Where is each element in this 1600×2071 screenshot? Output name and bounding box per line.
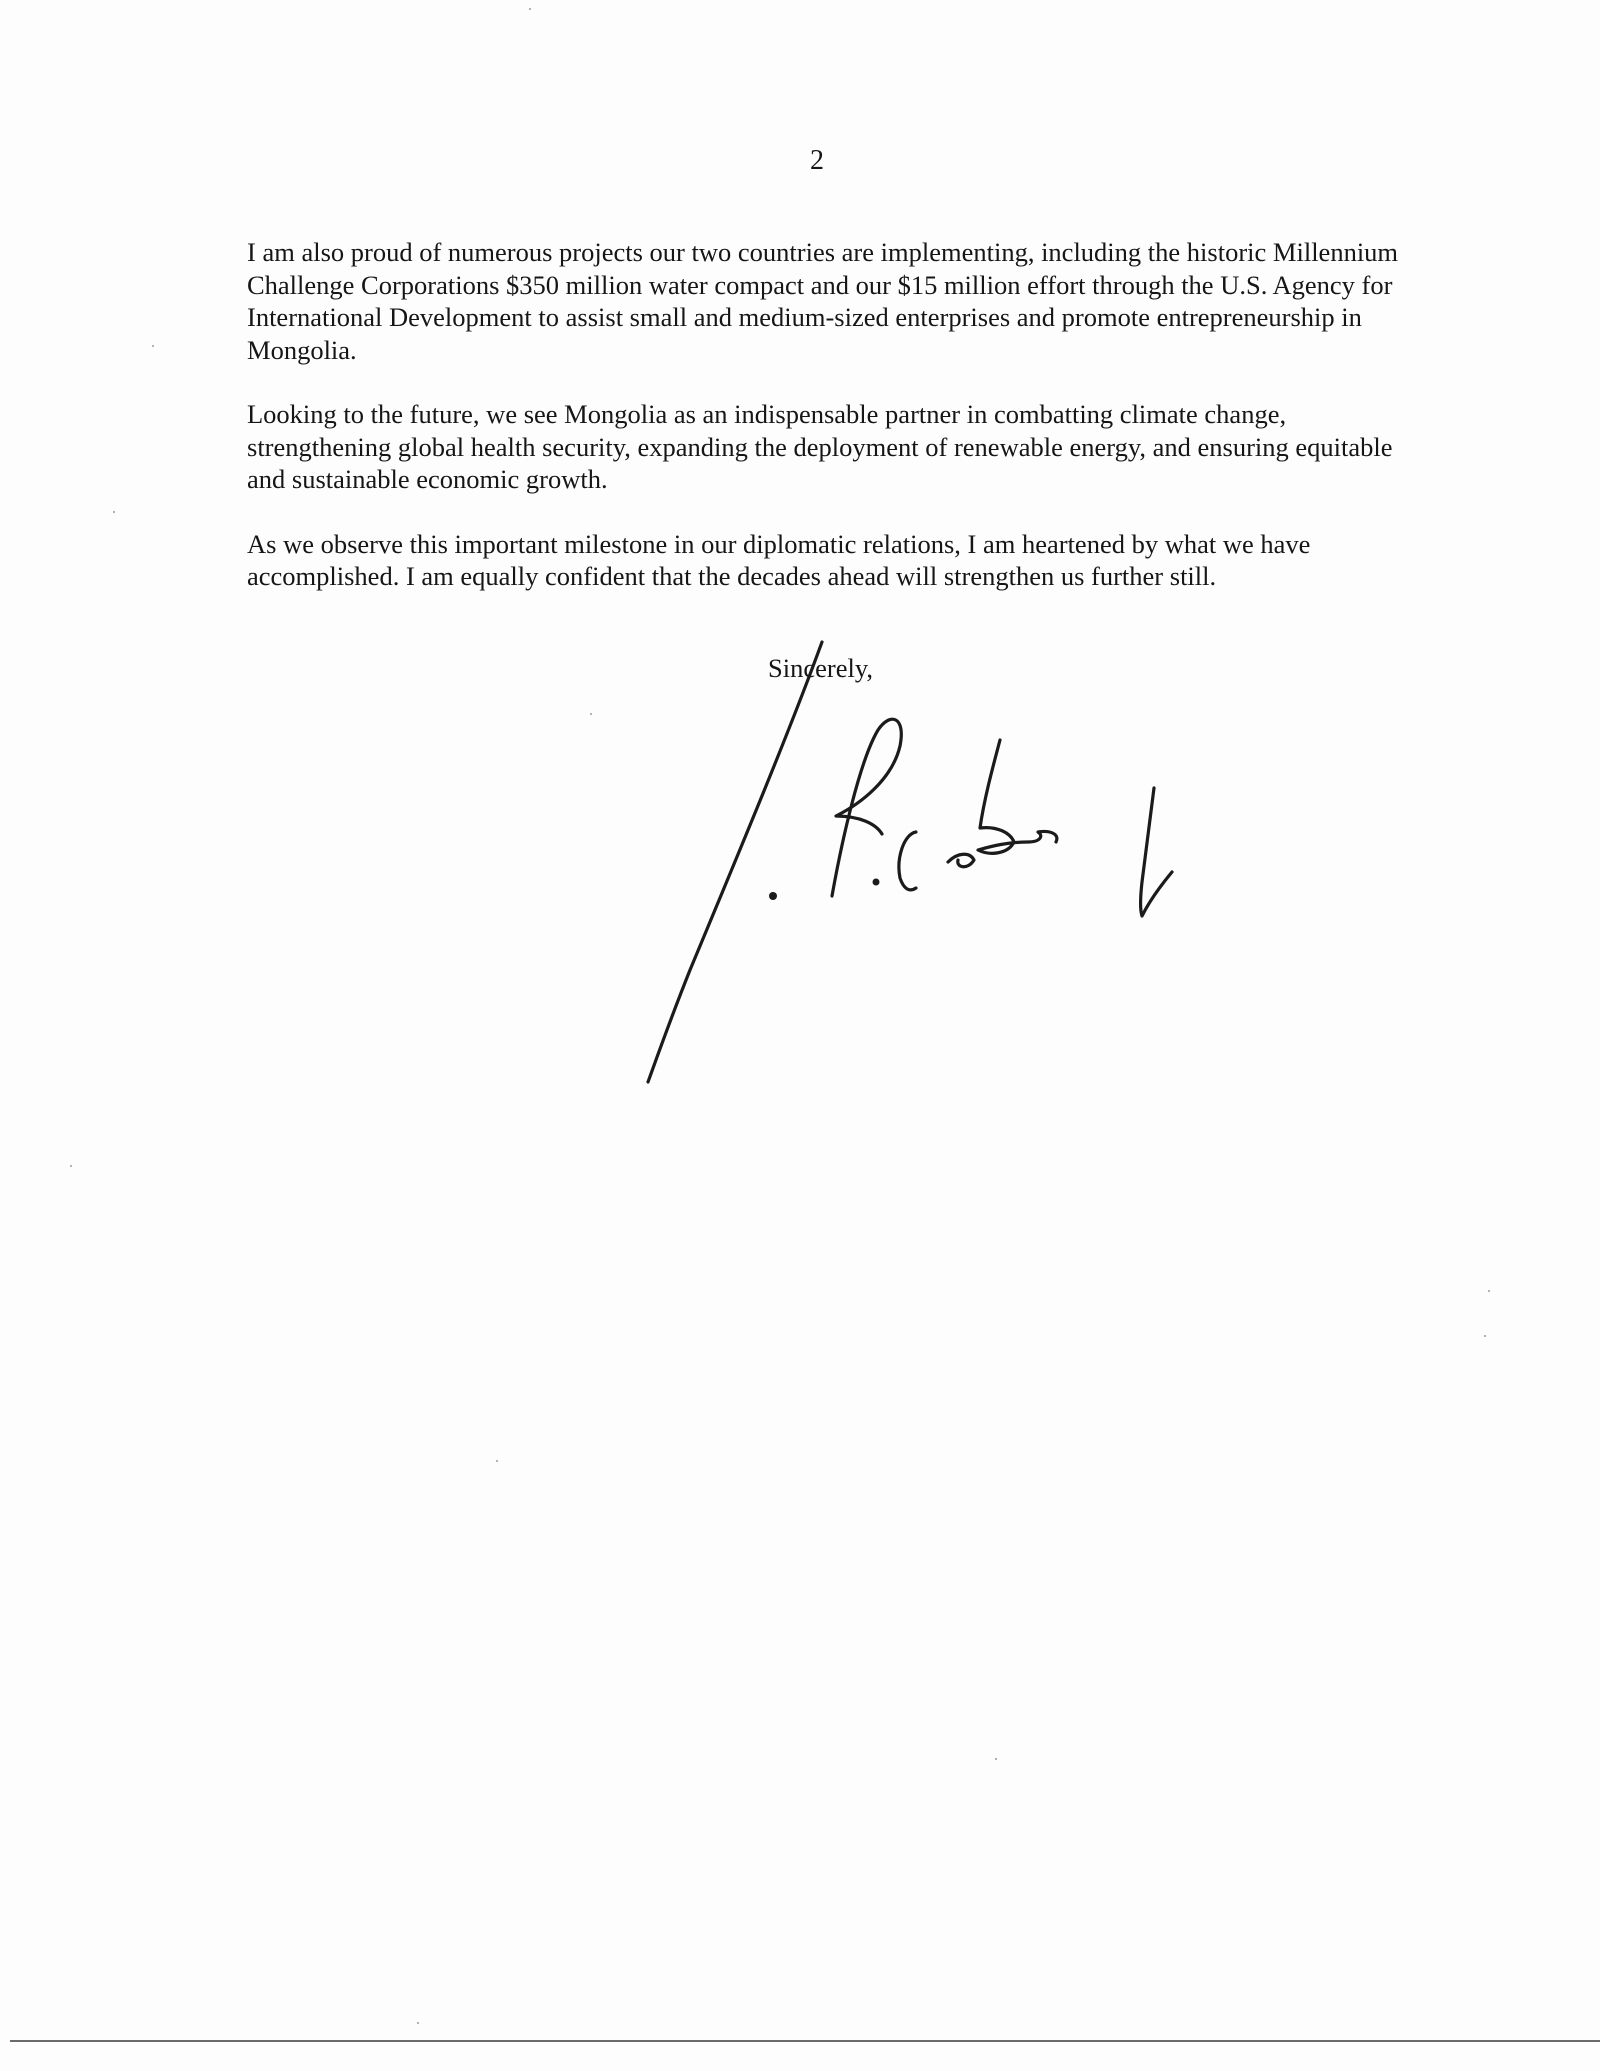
- handwritten-signature: [560, 620, 1180, 1100]
- scan-speck: [590, 713, 592, 715]
- scan-speck: [1484, 1335, 1486, 1337]
- signature-loop-stroke: [948, 854, 974, 867]
- scan-speck: [70, 1165, 72, 1167]
- signature-dot-1: [769, 892, 777, 900]
- scan-speck: [529, 8, 531, 10]
- scan-speck: [995, 1758, 997, 1760]
- scan-speck: [417, 2022, 419, 2024]
- paragraph-future: Looking to the future, we see Mongolia as an indispensable partner in combatting climate change, strengthening global health security, expanding the deployment of renewable energy, and ensuring equitable and sustainable economic growth.: [247, 399, 1393, 494]
- closing-salutation: Sincerely,: [768, 653, 873, 683]
- signature-long-stroke: [648, 642, 822, 1082]
- scan-speck: [152, 345, 154, 347]
- paragraph-projects: I am also proud of numerous projects our two countries are implementing, including the historic Millennium Challenge Corporations $350 million water compact and our $15 million effort through the U.S. Agency for International Development to assist small and medium-sized enterprises and promote entrepreneurship in Mongolia.: [247, 237, 1399, 365]
- scan-speck: [113, 511, 115, 513]
- signature-c-stroke: [899, 832, 916, 890]
- paragraph-milestone: As we observe this important milestone in our diplomatic relations, I am heartened by what we have accomplished. I am equally confident that the decades ahead will strengthen us further still.: [247, 528, 1311, 591]
- signature-dot-2: [873, 879, 880, 886]
- scan-speck: [1488, 1290, 1490, 1292]
- signature-final-stroke: [1141, 788, 1173, 916]
- signature-r-stroke: [832, 719, 901, 896]
- scan-speck: [496, 1460, 498, 1462]
- signature-b-stroke: [978, 740, 1057, 853]
- bottom-page-edge: [10, 2040, 1600, 2042]
- page-number: 2: [810, 145, 824, 176]
- letter-body: [247, 236, 1407, 625]
